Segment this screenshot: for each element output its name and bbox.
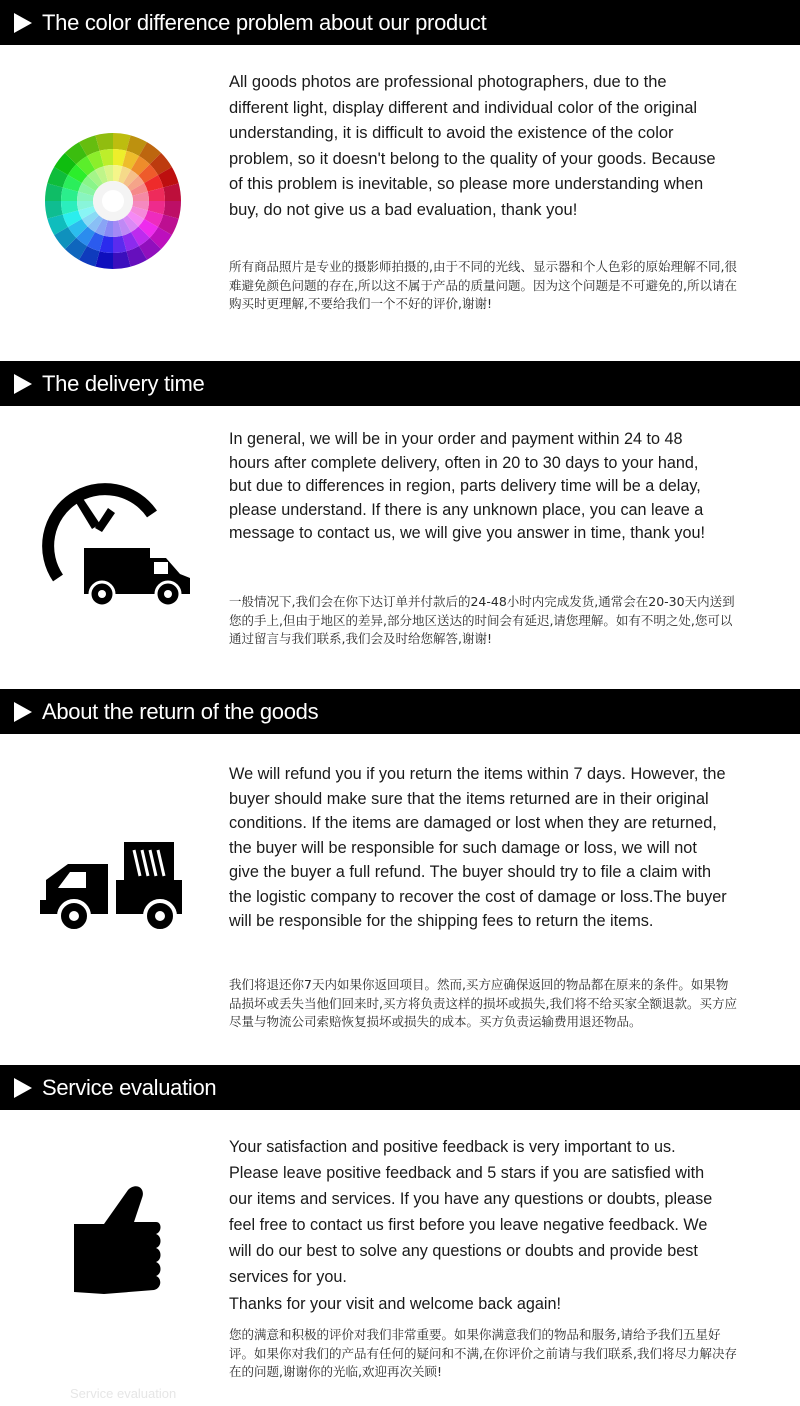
section-title: Service evaluation — [42, 1074, 217, 1100]
section-header-return — [0, 689, 800, 734]
paragraph-chinese: 一般情况下,我们会在你下达订单并付款后的24-48小时内完成发货,通常会在20-30天内送到您的手上,但由于地区的差异,部分地区送达的时间会有延迟,请您理解。如有不明之处,您可以通过留言与我们联系,我们会及时给您解答,谢谢! — [229, 594, 735, 646]
section-title: The delivery time — [42, 370, 205, 396]
cargo-truck-icon — [40, 842, 185, 939]
faded-footer-text: Service evaluation — [70, 1386, 177, 1401]
triangle-bullet-icon — [14, 1078, 32, 1098]
color-wheel-icon — [45, 133, 181, 274]
section-header-service-evaluation — [0, 1065, 800, 1110]
clock-delivery-truck-icon — [40, 466, 195, 616]
paragraph-english: All goods photos are professional photographers, due to the different light, display different and individual color of the original understanding, it is difficult to avoid the existence of the color problem, so it doesn't belong to the quality of your goods. Because of this problem is inevitable, so please more understanding when buy, do not give us a bad evaluation, thank you! — [229, 73, 716, 219]
paragraph-chinese: 我们将退还你7天内如果你返回项目。然而,买方应确保返回的物品都在原来的条件。如果物品损坏或丢失当他们回来时,买方将负责这样的损坏或损失,我们将不给买家全额退款。买方应尽量与物流公司索赔恢复损坏或损失的成本。买方负责运输费用退还物品。 — [229, 977, 737, 1029]
thumbs-up-icon — [70, 1182, 162, 1305]
paragraph-chinese: 所有商品照片是专业的摄影师拍摄的,由于不同的光线、显示器和个人色彩的原始理解不同,很难避免颜色问题的存在,所以这不属于产品的质量问题。因为这个问题是不可避免的,所以请在购买时更理解,不要给我们一个不好的评价,谢谢! — [229, 259, 737, 311]
section-header-color-difference — [0, 0, 800, 45]
paragraph-english: We will refund you if you return the items within 7 days. However, the buyer should make sure that the items returned are in their original conditions. If the items are damaged or lost when they are returned, the buyer will be responsible for such damage or loss, we will not give the buyer a full refund. The buyer should try to file a claim with the logistic company to recover the cost of damage or loss.The buyer will be responsible for the shipping fees to return the items. — [229, 765, 727, 930]
triangle-bullet-icon — [14, 13, 32, 33]
paragraph-english: Your satisfaction and positive feedback is very important to us. Please leave positive feedback and 5 stars if you are satisfied with our items and services. If you have any questions or doubts, please feel free to contact us first before you leave negative feedback. We will do our best to solve any questions or doubts and provide best services for you. — [229, 1138, 713, 1286]
color-wheel-core — [102, 190, 124, 212]
triangle-bullet-icon — [14, 374, 32, 394]
closing-line: Thanks for your visit and welcome back again! — [229, 1295, 562, 1313]
paragraph-english: In general, we will be in your order and payment within 24 to 48 hours after complete delivery, often in 20 to 30 days to your hand, but due to differences in region, parts delivery time will be a delay, please understand. If there is any unknown place, you can leave a message to contact us, we will give you answer in time, thank you! — [229, 430, 705, 542]
section-title: About the return of the goods — [42, 698, 319, 724]
paragraph-chinese: 您的满意和积极的评价对我们非常重要。如果你满意我们的物品和服务,请给予我们五星好评。如果你对我们的产品有任何的疑问和不满,在你评价之前请与我们联系,我们将尽力解决存在的问题,谢谢你的光临,欢迎再次关顾! — [229, 1327, 737, 1379]
section-title: The color difference problem about our product — [42, 9, 487, 35]
section-header-delivery-time — [0, 361, 800, 406]
triangle-bullet-icon — [14, 702, 32, 722]
